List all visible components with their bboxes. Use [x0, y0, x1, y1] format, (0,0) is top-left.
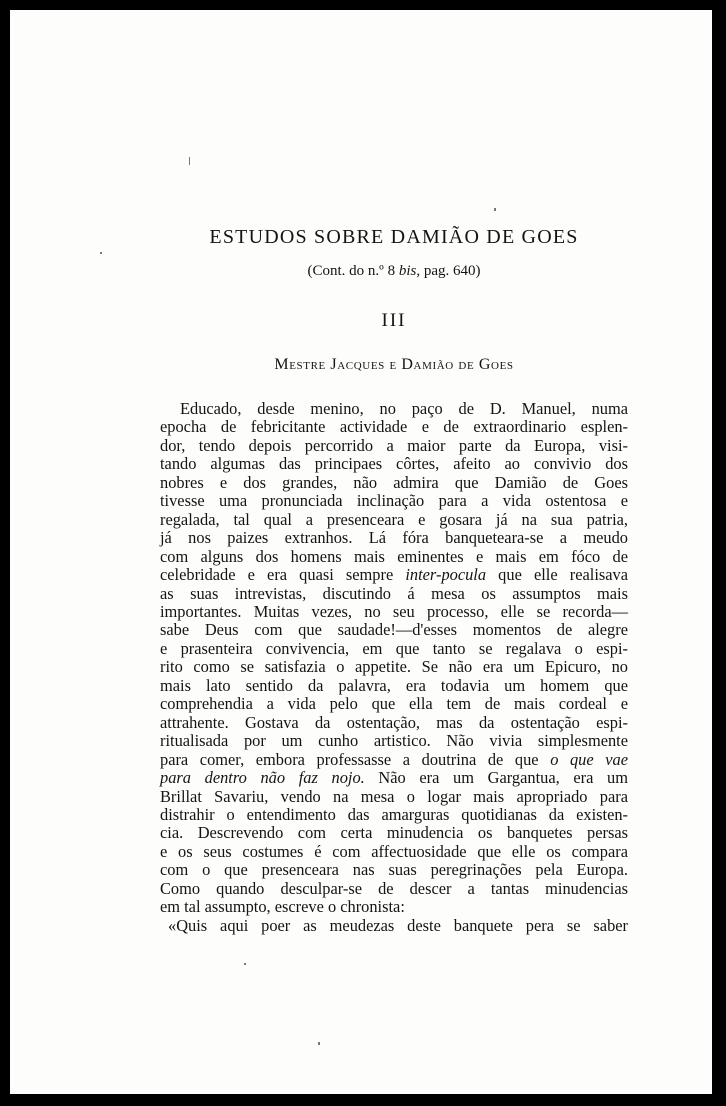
text-line: ritualisada por um cunho artistico. Não vivia simplesmente	[160, 731, 628, 751]
text-line: e os seus costumes é com affectuosidade que elle os compara	[160, 841, 628, 861]
text-line	[160, 769, 628, 787]
continuation-prefix: (Cont. do n.º 8	[307, 263, 399, 279]
continuation-italic: bis	[398, 263, 417, 279]
text-line: sabe Deus com que saudade!—d'esses momentos de alegre	[160, 620, 628, 640]
quote-line: «Quis aqui poer as meudezas deste banquete pera se saber	[168, 915, 628, 935]
document-page	[160, 226, 628, 935]
body-paragraph	[160, 400, 628, 935]
italic-phrase: o que vae	[550, 749, 628, 769]
text-line: Educado, desde menino, no paço de D. Manuel, numa	[180, 399, 628, 418]
text-line: cia. Descrevendo com certa minudencia os banquetes persas	[160, 823, 628, 843]
text-line: com o que presenceara nas suas peregrinações pela Europa.	[160, 860, 628, 880]
text-line: Como quando desculpar-se de descer a tantas minudencias	[160, 878, 628, 898]
text-line: com alguns dos homens mais eminentes e mais em fóco de	[160, 546, 628, 566]
text-line: comprehendia a vida pelo que ella tem de mais cordeal e	[160, 694, 628, 714]
italic-phrase: para dentro não faz nojo.	[160, 768, 365, 788]
text-line: dor, tendo depois percorrido a maior parte da Europa, visi-	[160, 435, 628, 455]
text-line: attrahente. Gostava da ostentação, mas da ostentação espi-	[160, 712, 628, 732]
continuation-note	[160, 263, 628, 280]
text-line	[160, 566, 628, 584]
scan-speck	[189, 157, 190, 165]
article-title: ESTUDOS SOBRE DAMIÃO DE GOES	[209, 226, 579, 248]
chapter-number: III	[381, 310, 407, 331]
continuation-suffix: , pag. 640)	[416, 263, 481, 279]
scan-speck	[244, 963, 246, 965]
text-line: epocha de febricitante actividade e de extraordinario esplen-	[160, 417, 628, 437]
text-line: nobres e dos grandes, não admira que Damião de Goes	[160, 472, 628, 492]
scan-speck	[318, 1042, 320, 1045]
text-line: regalada, tal qual a presenceara e gosara já na sua patria,	[160, 509, 628, 529]
text-line: em tal assumpto, escreve o chronista:	[160, 897, 405, 917]
text-line: Brillat Savariu, vendo na mesa o logar mais apropriado para	[160, 786, 628, 806]
section-heading: Mestre Jacques e Damião de Goes	[274, 356, 514, 373]
text-line: rito como se satisfazia o appetite. Se não era um Epicuro, no	[160, 657, 628, 677]
text-line: mais lato sentido da palavra, era todavia um homem que	[160, 675, 628, 695]
scan-speck	[100, 252, 102, 254]
text-line: e prasenteira convivencia, em que tanto se regalava o espi-	[160, 638, 628, 658]
italic-phrase: inter-pocula	[405, 565, 487, 585]
text-segment: Não era um Gargantua, era um	[364, 768, 628, 788]
text-line: importantes. Muitas vezes, no seu processo, elle se recorda—	[160, 601, 628, 621]
text-line: distrahir o entendimento das amarguras quotidianas da existen-	[160, 804, 628, 824]
text-line: tando algumas das principaes côrtes, afeito ao convivio dos	[160, 454, 628, 474]
text-segment: que elle realisava	[486, 565, 628, 585]
text-line: tivesse uma pronunciada inclinação para a vida ostentosa e	[160, 491, 628, 511]
text-line	[160, 751, 628, 769]
text-line: as suas intrevistas, discutindo á mesa os assumptos mais	[160, 583, 628, 603]
text-line: já nos paizes extranhos. Lá fóra banqueteara-se a meudo	[160, 528, 628, 548]
text-segment: celebridade e era quasi sempre	[160, 565, 406, 585]
scan-speck	[494, 208, 496, 211]
text-segment: para comer, embora professasse a doutrina de que	[160, 749, 551, 769]
